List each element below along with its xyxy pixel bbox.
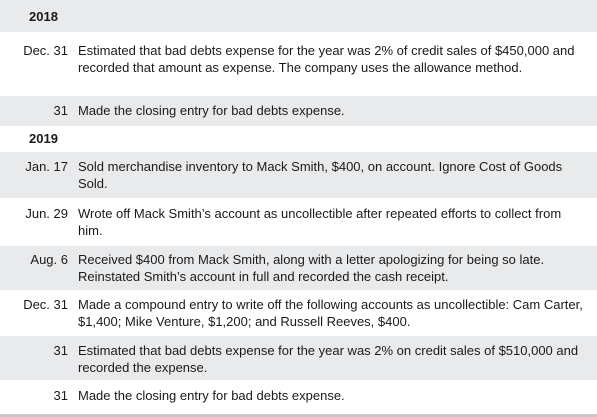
entry-description: Wrote off Mack Smith’s account as uncollectible after repeated efforts to collect from him. <box>78 206 562 238</box>
entry-date: Dec. 31 <box>23 297 68 312</box>
year-row-2019 <box>0 126 597 152</box>
entry-row <box>0 152 597 198</box>
entry-description: Made the closing entry for bad debts expense. <box>78 388 345 403</box>
year-heading-2018: 2018 <box>29 9 58 24</box>
entry-date: 31 <box>53 388 68 403</box>
entry-date: 31 <box>53 343 68 358</box>
entry-date: 31 <box>53 103 68 118</box>
entry-date: Jun. 29 <box>25 206 68 221</box>
entry-description: Estimated that bad debts expense for the year was 2% on credit sales of $510,000 and recorded the expense. <box>78 343 579 375</box>
entry-date: Jan. 17 <box>25 159 68 174</box>
entry-row <box>0 198 597 246</box>
entry-row <box>0 246 597 290</box>
entry-row <box>0 290 597 336</box>
entry-row <box>0 32 597 96</box>
entry-date: Aug. 6 <box>30 252 68 267</box>
year-row-2018 <box>0 0 597 32</box>
entry-row <box>0 336 597 380</box>
entry-row <box>0 96 597 126</box>
entry-description: Received $400 from Mack Smith, along with a letter apologizing for being so late. Reinstated Smith’s account in full and recorded the cash receipt. <box>78 252 545 284</box>
entry-description: Made the closing entry for bad debts expense. <box>78 103 345 118</box>
entry-description: Estimated that bad debts expense for the year was 2% of credit sales of $450,000 and recorded that amount as expense. The company uses the allowance method. <box>78 43 575 75</box>
entry-date: Dec. 31 <box>23 43 68 58</box>
entry-row <box>0 380 597 414</box>
year-heading-2019: 2019 <box>29 131 58 146</box>
entry-description: Made a compound entry to write off the following accounts as uncollectible: Cam Carter, $1,400; Mike Venture, $1,200; and Russell Reeves, $400. <box>78 297 583 329</box>
entry-description: Sold merchandise inventory to Mack Smith, $400, on account. Ignore Cost of Goods Sold. <box>78 159 563 191</box>
